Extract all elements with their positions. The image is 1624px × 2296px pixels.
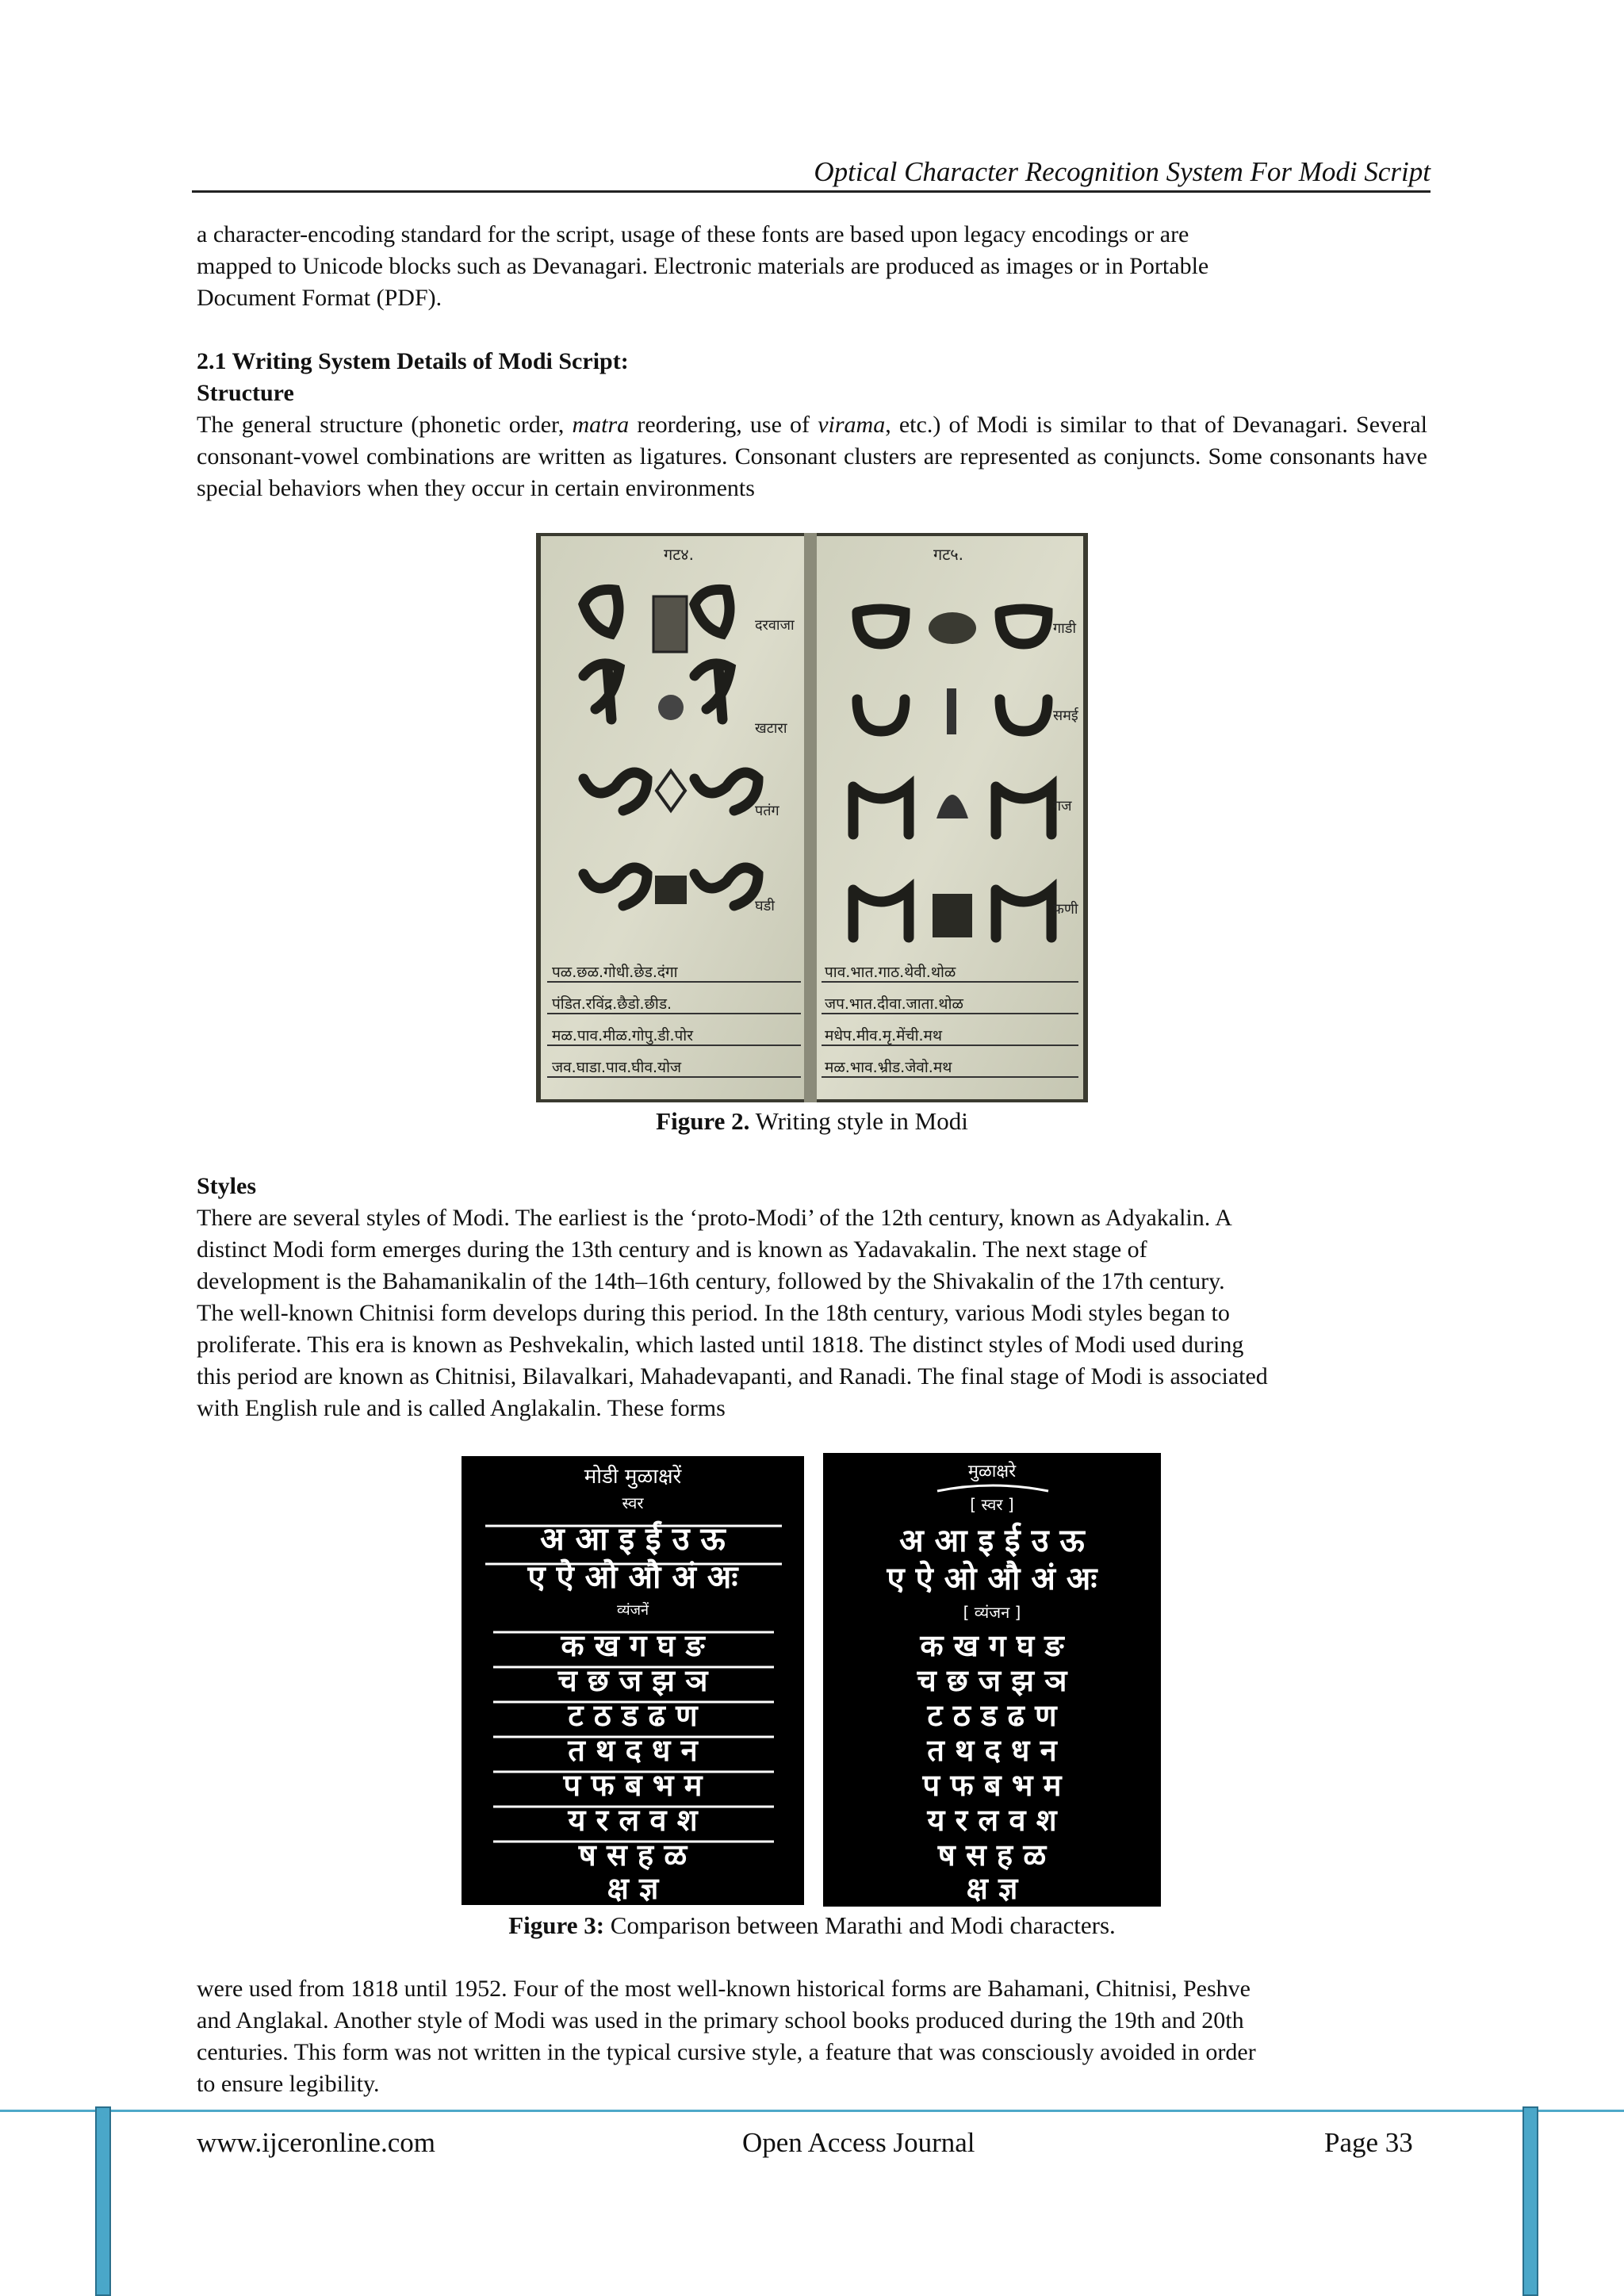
- fig2-left-label: खटारा: [755, 720, 787, 737]
- fig3-left-row: क ख ग घ ङ: [561, 1628, 705, 1663]
- styles-line: proliferate. This era is known as Peshvekalin, which lasted until 1818. The distinct styles of Modi used during: [197, 1332, 1244, 1358]
- styles-line: There are several styles of Modi. The earliest is the ‘proto-Modi’ of the 12th century, known as Adyakalin. A: [197, 1205, 1232, 1231]
- fig3-left-row: अ आ इ ई उ ऊ: [540, 1521, 726, 1558]
- footer-left-bar: [95, 2106, 111, 2296]
- fig3-left-subheader: व्यंजनें: [617, 1602, 649, 1619]
- closing-line: to ensure legibility.: [197, 2071, 380, 2097]
- fig3-right-row: ष स ह ळ: [937, 1838, 1047, 1872]
- structure-term: matra: [572, 412, 630, 438]
- fig3-right-row: त थ द ध न: [927, 1733, 1057, 1768]
- fig2-right-text-line: पाव.भात.गाठ.थेवी.थोळ: [825, 964, 956, 981]
- fig2-right-header: गट५.: [933, 545, 964, 564]
- structure-text: reordering, use of: [629, 412, 818, 438]
- footer-rule: [0, 2110, 1624, 2112]
- fig2-right-label: फणी: [1053, 901, 1078, 918]
- fig2-left-header: गट४.: [663, 545, 695, 564]
- fig3-right-subtitle: [ स्वर ]: [970, 1495, 1014, 1514]
- fig3-left-row: प फ ब भ म: [563, 1768, 703, 1803]
- figure-2-image: [536, 533, 1088, 1102]
- fig3-left-title: मोडी मुळाक्षरें: [584, 1465, 682, 1489]
- intro-line: mapped to Unicode blocks such as Devanagari. Electronic materials are produced as images or in Portable: [197, 253, 1209, 279]
- fig3-right-row: च छ ज झ ञ: [917, 1663, 1067, 1698]
- fig3-right-row: ट ठ ड ढ ण: [927, 1698, 1057, 1733]
- fig2-right-text-line: जप.भात.दीवा.जाता.थोळ: [825, 995, 963, 1013]
- fig3-right-row: य र ल व श: [927, 1803, 1057, 1838]
- fig2-right-label: गाडी: [1053, 620, 1077, 637]
- section-heading: 2.1 Writing System Details of Modi Script:: [197, 348, 629, 374]
- fig3-right-row: क्ष ज्ञ: [966, 1871, 1018, 1906]
- fig3-left-row: ए ऐ ओ औ अं अः: [527, 1559, 738, 1596]
- fig3-right-row: प फ ब भ म: [922, 1768, 1062, 1803]
- fig2-right-label: समई: [1053, 707, 1078, 724]
- styles-heading: Styles: [197, 1173, 256, 1199]
- fig3-left-row: क्ष ज्ञ: [607, 1871, 659, 1906]
- styles-paragraph: [197, 1202, 1427, 1424]
- figure-3-label: Figure 3:: [508, 1911, 605, 1939]
- header-rule: [192, 190, 1431, 193]
- figure-3-caption-text: Comparison between Marathi and Modi characters.: [604, 1911, 1116, 1939]
- closing-line: centuries. This form was not written in the typical cursive style, a feature that was consciously avoided in order: [197, 2039, 1256, 2065]
- fig3-right-subheader: [ व्यंजन ]: [963, 1603, 1021, 1622]
- fig2-left-text-line: मळ.पाव.मीळ.गोपु.डी.पोर: [552, 1027, 693, 1045]
- closing-line: and Anglakal. Another style of Modi was used in the primary school books produced during the 19th and 20th: [197, 2007, 1244, 2033]
- styles-line: distinct Modi form emerges during the 13th century and is known as Yadavakalin. The next stage of: [197, 1236, 1147, 1263]
- fig3-right-row: अ आ इ ई उ ऊ: [899, 1523, 1085, 1559]
- closing-line: were used from 1818 until 1952. Four of the most well-known historical forms are Bahamani, Chitnisi, Peshve: [197, 1976, 1251, 2002]
- figure-3-image: [462, 1453, 1162, 1907]
- fig3-right-title: मुळाक्षरे: [967, 1462, 1017, 1481]
- footer-journal: Open Access Journal: [742, 2127, 975, 2158]
- styles-line: with English rule and is called Anglakalin. These forms: [197, 1395, 726, 1421]
- fig2-right-text-line: मधेप.मीव.मृ.मेंची.मथ: [825, 1027, 943, 1045]
- styles-line: development is the Bahamanikalin of the 14th–16th century, followed by the Shivakalin of the 17th century.: [197, 1268, 1225, 1294]
- figure-2-label: Figure 2.: [656, 1107, 750, 1135]
- fig2-left-text-line: पळ.छळ.गोधी.छेड.दंगा: [552, 964, 678, 981]
- fig3-left-row: च छ ज झ ञ: [557, 1663, 708, 1698]
- intro-line: Document Format (PDF).: [197, 285, 442, 311]
- styles-line: The well-known Chitnisi form develops during this period. In the 18th century, various Modi styles began to: [197, 1300, 1230, 1326]
- fig3-left-subtitle: स्वर: [622, 1493, 644, 1512]
- fig3-left-row: य र ल व श: [568, 1803, 698, 1838]
- styles-line: this period are known as Chitnisi, Bilavalkari, Mahadevapanti, and Ranadi. The final stage of Modi is associated: [197, 1363, 1268, 1389]
- closing-paragraph: [197, 1973, 1427, 2100]
- figure-2-caption: [197, 1106, 1427, 1137]
- fig2-right-label: गज: [1053, 798, 1072, 815]
- fig3-left-row: ट ठ ड ढ ण: [568, 1698, 698, 1733]
- intro-line: a character-encoding standard for the script, usage of these fonts are based upon legacy encodings or are: [197, 221, 1189, 247]
- structure-term: virama: [818, 412, 886, 438]
- figure-2-caption-text: Writing style in Modi: [749, 1107, 968, 1135]
- fig2-left-label: पतंग: [755, 803, 779, 819]
- fig3-right-row: क ख ग घ ङ: [920, 1628, 1064, 1663]
- fig3-left-row: त थ द ध न: [568, 1733, 698, 1768]
- intro-paragraph: [197, 219, 1427, 314]
- fig3-left-row: ष स ह ळ: [578, 1838, 688, 1872]
- structure-heading: Structure: [197, 380, 294, 406]
- fig2-right-text-line: मळ.भाव.भ्रीड.जेवो.मथ: [825, 1059, 952, 1076]
- figure-3-caption: [197, 1910, 1427, 1941]
- running-head: Optical Character Recognition System For Modi Script: [814, 156, 1431, 187]
- footer-website-link[interactable]: www.ijceronline.com: [197, 2127, 435, 2158]
- structure-text: The general structure (phonetic order,: [197, 412, 573, 438]
- fig2-left-label: दरवाजा: [755, 617, 795, 634]
- fig2-left-text-line: पंडित.रविंद्र.छैडो.छीड.: [552, 995, 672, 1013]
- fig2-left-text-line: जव.घाडा.पाव.घीव.योज: [552, 1059, 682, 1076]
- footer-page-number: Page 33: [1324, 2127, 1413, 2158]
- structure-text: , etc.) of Modi is similar to that of Devanagari. Several consonant-vowel combinations are written as ligatures. Consonant clusters are represented as conjuncts. Some consonants have special behaviors when they occur in certain environments: [197, 412, 1427, 501]
- footer-right-bar: [1522, 2106, 1538, 2296]
- fig3-right-row: ए ऐ ओ औ अं अः: [887, 1561, 1097, 1597]
- fig2-left-label: घडी: [755, 898, 775, 914]
- structure-paragraph: [197, 409, 1427, 504]
